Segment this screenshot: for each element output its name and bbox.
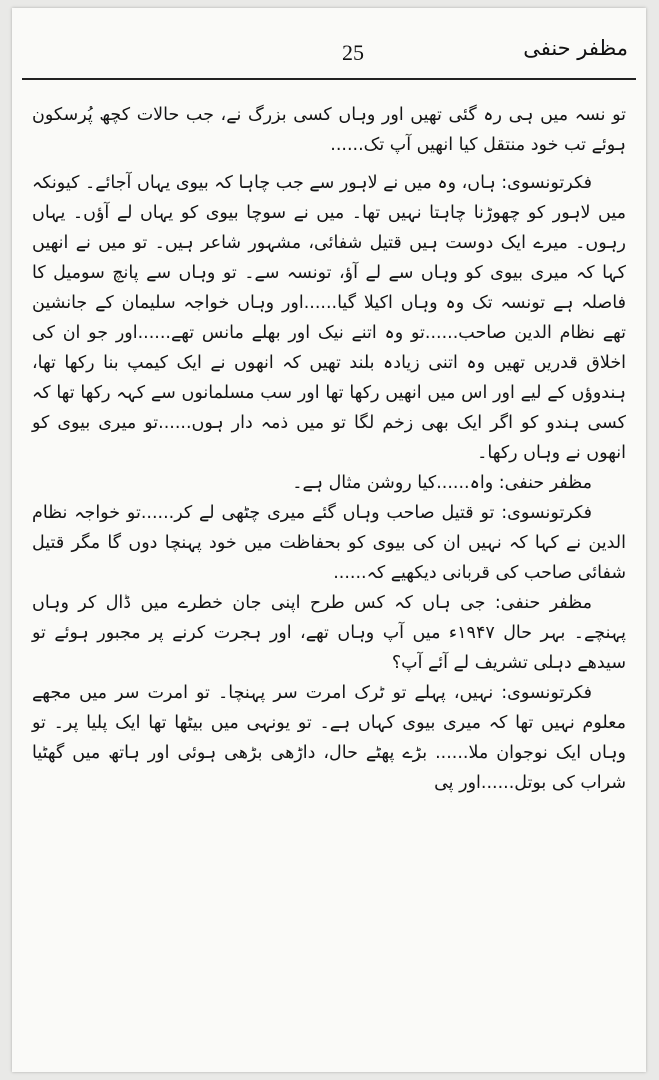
paragraph-fikr-3: فکرتونسوی: نہیں، پہلے تو ٹرک امرت سر پہنچا۔ تو امرت سر میں مجھے معلوم نہیں تھا کہ میری بیوی کہاں ہے۔ تو یونہی میں بیٹھا تھا ایک پلیا پر۔ تو وہاں ایک نوجوان ملا...... بڑے پھٹے حال، داڑھی بڑھی ہوئی اور ہاتھ میں گھٹیا شراب کی بوتل......اور پی bbox=[32, 683, 626, 793]
running-title: مظفر حنفی bbox=[523, 36, 628, 60]
paragraph-muzaffar-1: مظفر حنفی: واہ......کیا روشن مثال ہے۔ bbox=[292, 473, 592, 493]
paragraph-fikr-2: فکرتونسوی: تو قتیل صاحب وہاں گئے میری چٹھی لے کر......تو خواجہ نظام الدین نے کہا کہ نہیں ان کی بیوی کو بحفاظت میں خود پہنچا دوں گا مگر قتیل شفائی صاحب کی قربانی دیکھیے کہ...... bbox=[32, 503, 626, 583]
header-rule bbox=[22, 78, 636, 80]
page-number: 25 bbox=[342, 40, 364, 65]
book-page bbox=[12, 8, 646, 1072]
paragraph-muzaffar-2: مظفر حنفی: جی ہاں کہ کس طرح اپنی جان خطرے میں ڈال کر وہاں پہنچے۔ بہر حال ۱۹۴۷ء میں آپ وہاں تھے، اور ہجرت کرنے پر مجبور ہوئے تو سیدھے دہلی تشریف لے آئے آپ؟ bbox=[32, 593, 626, 673]
running-header bbox=[12, 30, 646, 78]
paragraph-continuation: تو نسہ میں ہی رہ گئی تھیں اور وہاں کسی بزرگ نے، جب حالات کچھ پُرسکون ہوئے تب خود منتقل کیا انھیں آپ تک...... bbox=[32, 105, 626, 155]
page-body bbox=[32, 100, 626, 798]
paragraph-fikr-1: فکرتونسوی: ہاں، وہ میں نے لاہور سے جب چاہا کہ بیوی یہاں آجائے۔ کیونکہ میں لاہور کو چھوڑنا چاہتا نہیں تھا۔ میں نے سوچا بیوی کو یہاں لے آؤں۔ یہاں رہوں۔ میرے ایک دوست ہیں قتیل شفائی، مشہور شاعر ہیں۔ تو میں نے انھیں کہا کہ میری بیوی کو وہاں سے لے آؤ، تونسہ سے۔ تو وہاں سے پانچ سومیل کا فاصلہ ہے تونسہ تک وہ وہاں اکیلا گیا......اور وہاں خواجہ سلیمان کے جانشین تھے نظام الدین صاحب......تو وہ اتنے نیک اور بھلے مانس تھے......اور جو ان کی اخلاق قدریں تھیں وہ اتنی زیادہ بلند تھیں کہ انھوں نے ایک کیمپ بنا رکھا تھا، ہندوؤں کے لیے اور اس میں انھیں رکھا تھا اور سب مسلمانوں سے کہہ رکھا تھا کہ کسی ہندو کو اگر ایک بھی زخم لگا تو میں ذمہ دار ہوں......تو میری بیوی کو انھوں نے وہاں رکھا۔ bbox=[32, 173, 626, 463]
